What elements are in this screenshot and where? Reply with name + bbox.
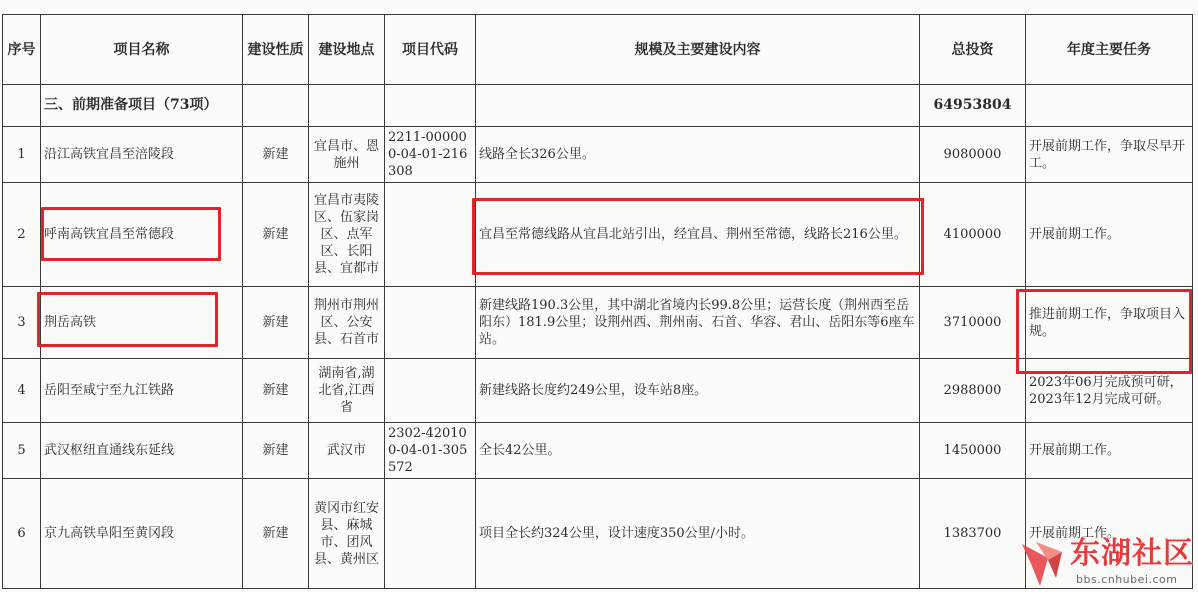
cell-location: 宜昌市、恩施州	[309, 127, 385, 183]
cell-scope: 宜昌至常德线路从宜昌北站引出，经宜昌、荆州至常德，线路长216公里。	[476, 183, 920, 287]
cell-location: 武汉市	[309, 423, 385, 479]
cell-investment: 3710000	[920, 287, 1026, 359]
section-total: 64953804	[920, 85, 1026, 127]
cell-scope: 新建线路长度约249公里，设车站8座。	[476, 359, 920, 423]
cell-task: 开展前期工作。	[1026, 423, 1193, 479]
cell-code: 2211-000000-04-01-216308	[385, 127, 476, 183]
header-task: 年度主要任务	[1026, 15, 1193, 85]
cell-task: 开展前期工作。	[1026, 479, 1193, 589]
table-row	[3, 127, 1193, 183]
header-nature: 建设性质	[243, 15, 309, 85]
cell-nature: 新建	[243, 423, 309, 479]
section-empty-scope	[476, 85, 920, 127]
table-row	[3, 287, 1193, 359]
cell-nature: 新建	[243, 359, 309, 423]
project-table	[2, 14, 1193, 589]
section-empty-nature	[243, 85, 309, 127]
cell-seq: 5	[3, 423, 41, 479]
cell-seq: 6	[3, 479, 41, 589]
cell-name: 武汉枢纽直通线东延线	[41, 423, 243, 479]
cell-code	[385, 479, 476, 589]
section-title: 三、前期准备项目（73项）	[41, 85, 243, 127]
section-empty-task	[1026, 85, 1193, 127]
cell-task: 开展前期工作。	[1026, 183, 1193, 287]
header-seq: 序号	[3, 15, 41, 85]
cell-scope: 全长42公里。	[476, 423, 920, 479]
task-line-1: 2023年06月完成预可研，	[1029, 374, 1183, 390]
section-empty-location	[309, 85, 385, 127]
cell-task: 开展前期工作，争取尽早开工。	[1026, 127, 1193, 183]
cell-seq: 1	[3, 127, 41, 183]
section-empty-code	[385, 85, 476, 127]
cell-name: 呼南高铁宜昌至常德段	[41, 183, 243, 287]
table-row	[3, 359, 1193, 423]
cell-nature: 新建	[243, 127, 309, 183]
cell-name: 京九高铁阜阳至黄冈段	[41, 479, 243, 589]
cell-investment: 2988000	[920, 359, 1026, 423]
header-code: 项目代码	[385, 15, 476, 85]
task-line-2: 2023年12月完成可研。	[1029, 391, 1170, 407]
section-empty-seq	[3, 85, 41, 127]
header-name: 项目名称	[41, 15, 243, 85]
watermark-title: 东湖社区	[1070, 536, 1194, 571]
cell-investment: 1383700	[920, 479, 1026, 589]
cell-location: 湖南省,湖北省,江西省	[309, 359, 385, 423]
cell-location: 宜昌市夷陵区、伍家岗区、点军区、长阳县、宜都市	[309, 183, 385, 287]
cell-nature: 新建	[243, 479, 309, 589]
cell-code	[385, 359, 476, 423]
section-row	[3, 85, 1193, 127]
cell-seq: 2	[3, 183, 41, 287]
cell-name: 沿江高铁宜昌至涪陵段	[41, 127, 243, 183]
cell-investment: 1450000	[920, 423, 1026, 479]
cell-task: 推进前期工作，争取项目入规。	[1026, 287, 1193, 359]
cell-investment: 9080000	[920, 127, 1026, 183]
cell-nature: 新建	[243, 183, 309, 287]
cell-code	[385, 183, 476, 287]
cell-seq: 4	[3, 359, 41, 423]
cell-code	[385, 287, 476, 359]
cell-task	[1026, 359, 1193, 423]
table-row	[3, 183, 1193, 287]
red-ribbon-logo-icon	[1018, 538, 1066, 588]
header-investment: 总投资	[920, 15, 1026, 85]
site-watermark	[1014, 536, 1198, 592]
cell-location: 黄冈市红安县、麻城市、团风县、黄州区	[309, 479, 385, 589]
table-row	[3, 423, 1193, 479]
header-scope: 规模及主要建设内容	[476, 15, 920, 85]
cell-scope: 项目全长约324公里，设计速度350公里/小时。	[476, 479, 920, 589]
cell-code: 2302-420100-04-01-305572	[385, 423, 476, 479]
cell-name: 岳阳至咸宁至九江铁路	[41, 359, 243, 423]
cell-scope: 新建线路190.3公里，其中湖北省境内长99.8公里；运营长度（荆州西至岳阳东）181.9公里；设荆州西、荆州南、石首、华容、君山、岳阳东等6座车站。	[476, 287, 920, 359]
cell-nature: 新建	[243, 287, 309, 359]
header-row	[3, 15, 1193, 85]
cell-location: 荆州市荆州区、公安县、石首市	[309, 287, 385, 359]
cell-scope: 线路全长326公里。	[476, 127, 920, 183]
cell-seq: 3	[3, 287, 41, 359]
watermark-url: bbs.cnhubei.com	[1076, 573, 1178, 586]
header-location: 建设地点	[309, 15, 385, 85]
cell-name: 荆岳高铁	[41, 287, 243, 359]
cell-investment: 4100000	[920, 183, 1026, 287]
